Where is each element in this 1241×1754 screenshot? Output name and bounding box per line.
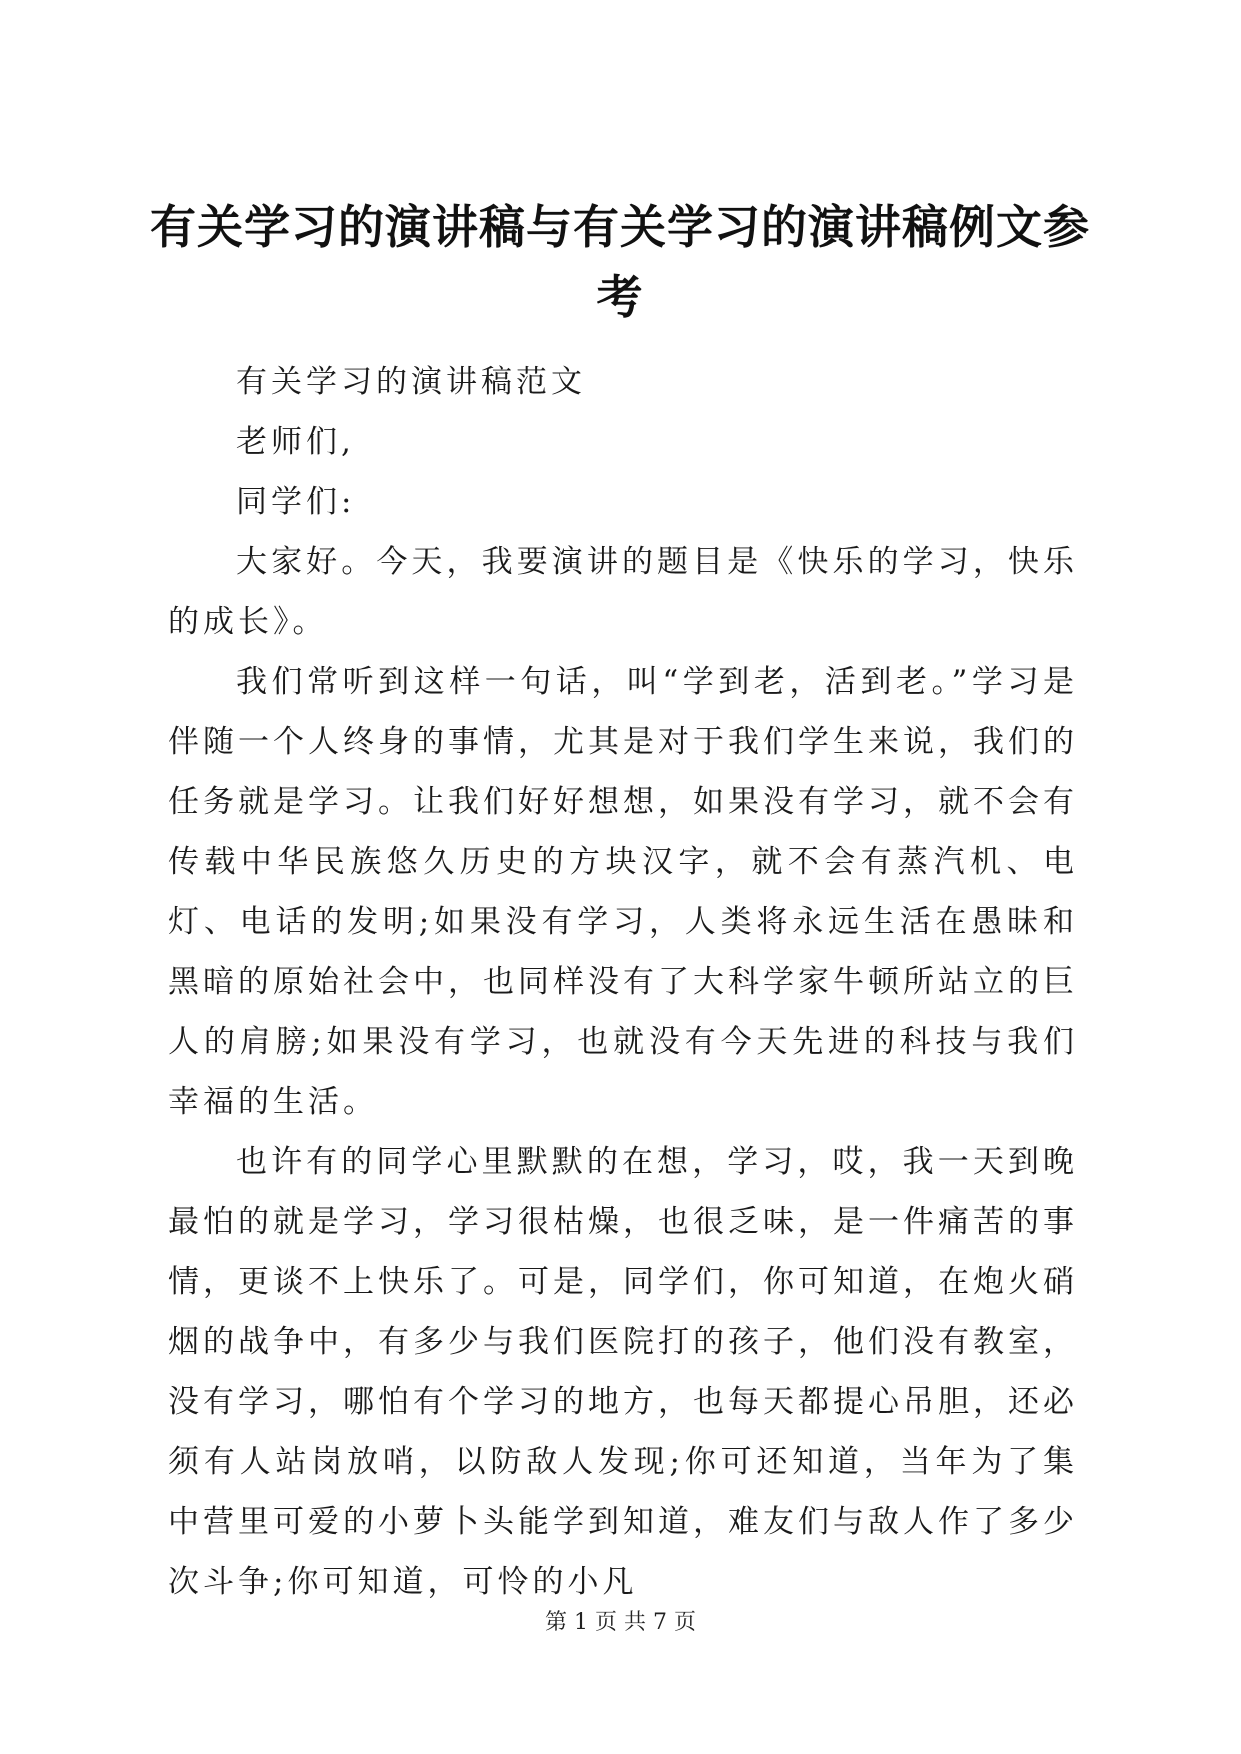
- paragraph-learning-importance: 我们常听到这样一句话，叫“学到老，活到老。”学习是伴随一个人终身的事情，尤其是对于我们学生来说，我们的任务就是学习。让我们好好想想，如果没有学习，就不会有传载中华民族悠久历史的方块汉字，就不会有蒸汽机、电灯、电话的发明;如果没有学习，人类将永远生活在愚昧和黑暗的原始社会中，也同样没有了大科学家牛顿所站立的巨人的肩膀;如果没有学习，也就没有今天先进的科技与我们幸福的生活。: [168, 664, 1078, 1120]
- paragraph-learning-hardship: 也许有的同学心里默默的在想，学习，哎，我一天到晚最怕的就是学习，学习很枯燥，也很乏味，是一件痛苦的事情，更谈不上快乐了。可是，同学们，你可知道，在炮火硝烟的战争中，有多少与我们医院打的孩子，他们没有教室，没有学习，哪怕有个学习的地方，也每天都提心吊胆，还必须有人站岗放哨，以防敌人发现;你可还知道，当年为了集中营里可爱的小萝卜头能学到知道，难友们与敌人作了多少次斗争;你可知道，可怜的小凡: [168, 1144, 1078, 1600]
- paragraph-greeting: 大家好。今天，我要演讲的题目是《快乐的学习，快乐的成长》。: [168, 544, 1078, 640]
- paragraph-heading: 有关学习的演讲稿范文: [236, 364, 586, 400]
- document-body: [168, 352, 1078, 1612]
- paragraph-salutation-students: 同学们:: [236, 484, 356, 520]
- paragraph-salutation-teachers: 老师们,: [236, 424, 355, 460]
- document-title: 有关学习的演讲稿与有关学习的演讲稿例文参考: [150, 200, 1090, 324]
- page-number-footer: 第 1 页 共 7 页: [545, 1610, 696, 1635]
